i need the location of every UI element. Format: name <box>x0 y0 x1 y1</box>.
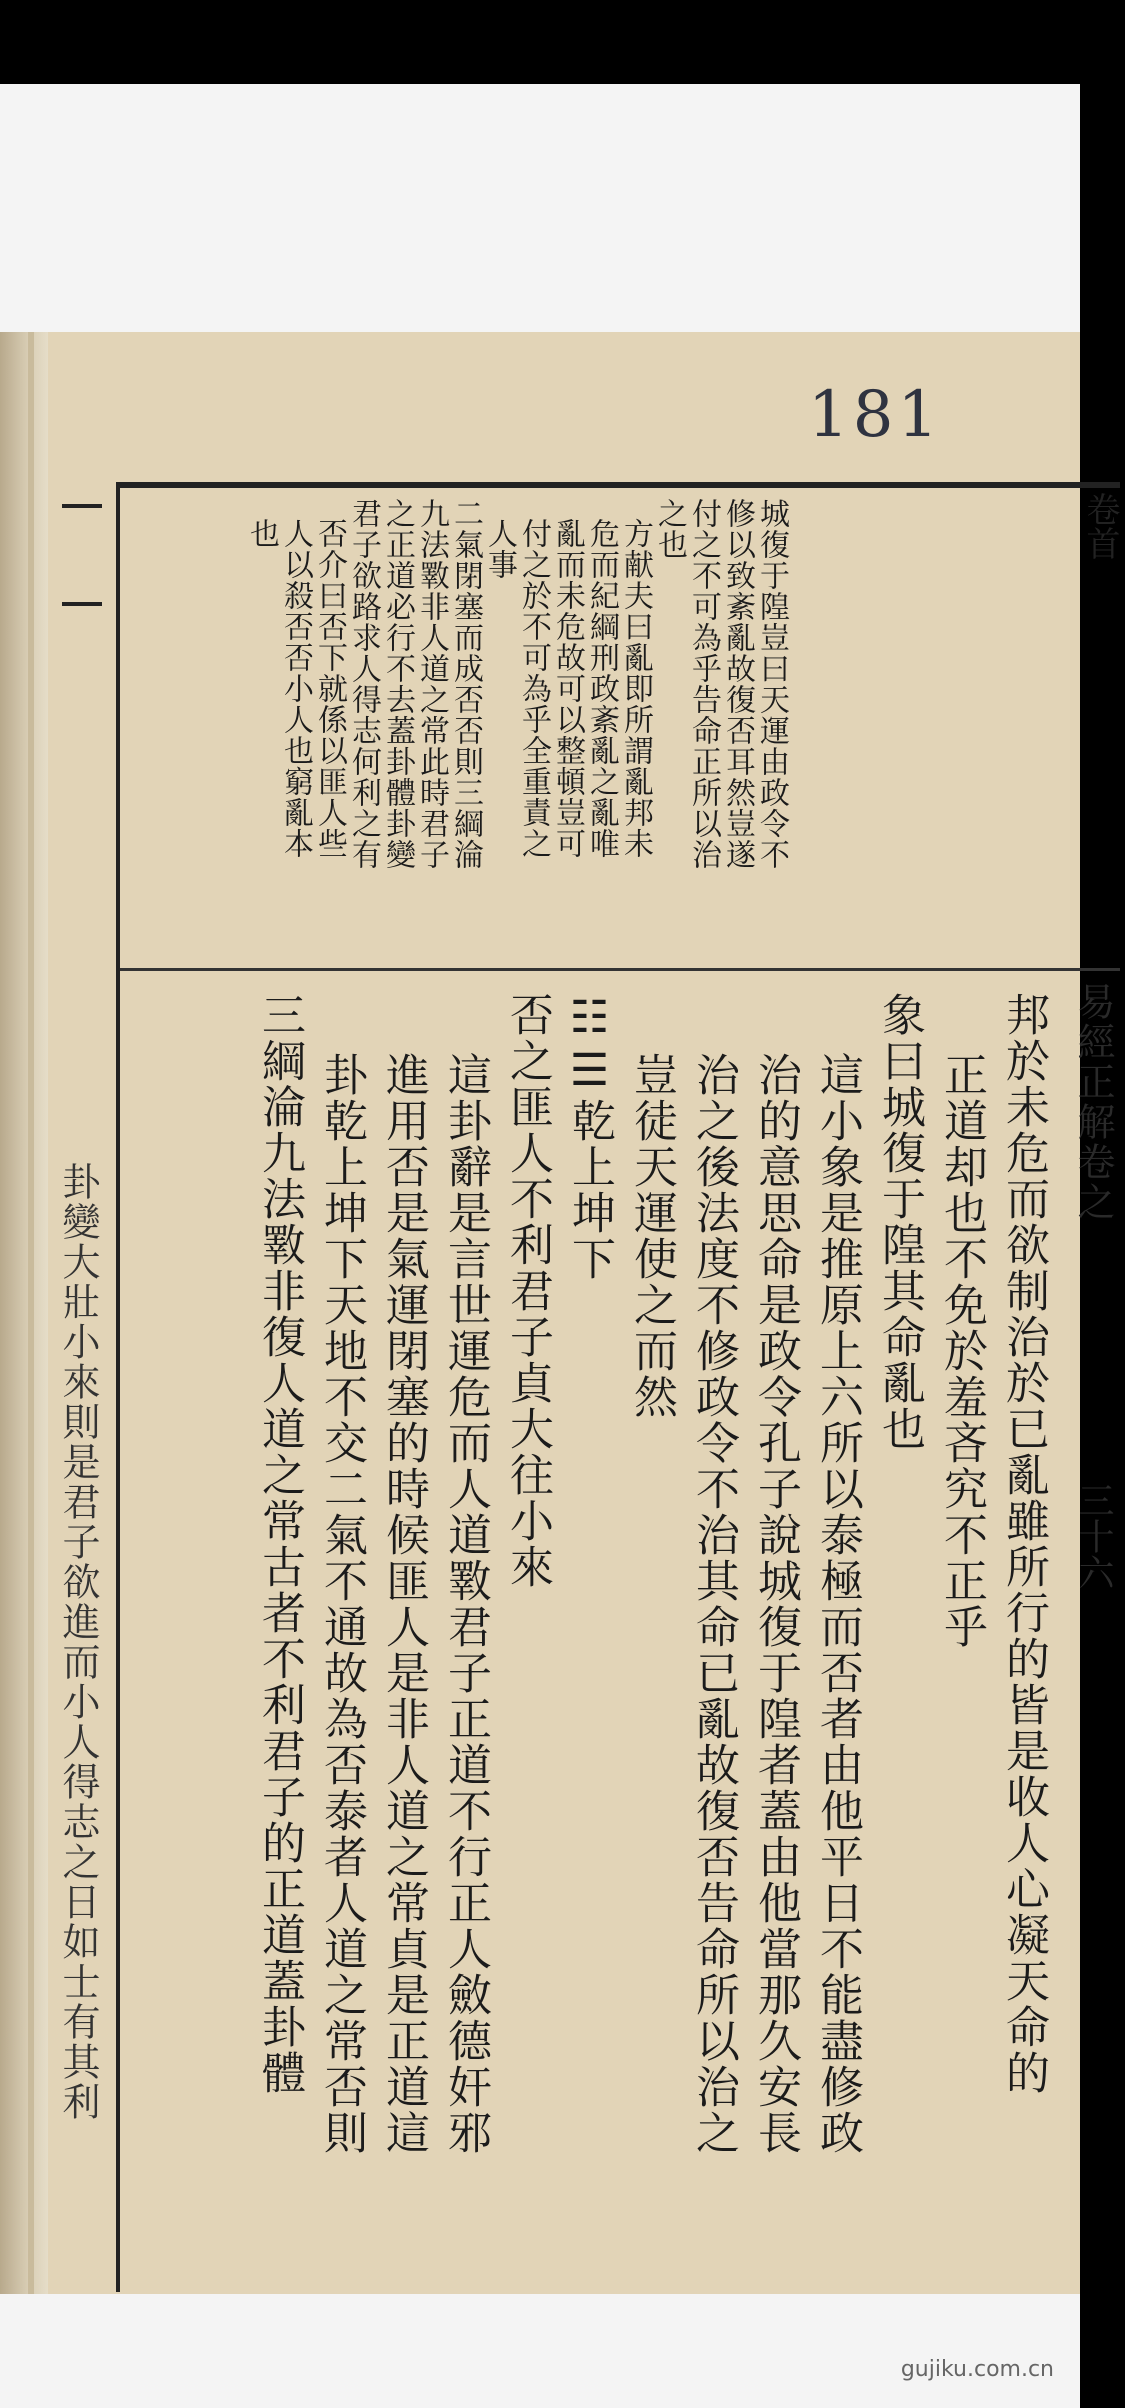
image-viewer[interactable] <box>0 84 1120 2408</box>
upper-column: 危而紀綱刑政紊亂之亂唯 <box>584 518 619 859</box>
lower-column: 豈徒天運使之而然 <box>626 1052 677 1420</box>
lower-column: 否之匪人不利君子貞大往小來 <box>502 992 553 1590</box>
upper-column: 亂而未危故可以整頓豈可 <box>550 518 585 859</box>
upper-column: 方献夫曰亂即所謂亂邦未 <box>618 518 653 859</box>
upper-column: 否介曰否下就係以匪人些 <box>312 518 347 859</box>
lower-column: 卦乾上坤下天地不交二氣不通故為否泰者人道之常否則 <box>316 1052 367 2156</box>
upper-section-mark: 卷首 <box>1080 492 1120 560</box>
scanned-page[interactable] <box>0 332 1120 2294</box>
banxin-center-column <box>48 482 118 2294</box>
handwritten-page-number: 181 <box>808 378 943 452</box>
upper-column: 之也 <box>652 498 687 560</box>
lower-column: 治的意思命是政令孔子說城復于隍者蓋由他當那久安長 <box>750 1052 801 2156</box>
status-bar <box>0 0 1080 84</box>
upper-column: 也 <box>244 518 279 549</box>
banxin-title: 卦變大壯小來則是君子欲進而小人得志之日如士有其利 <box>56 1162 100 2122</box>
lower-column: 治之後法度不修政令不治其命已亂故復否告命所以治之 <box>688 1052 739 2156</box>
section-divider-line <box>120 968 1120 971</box>
lower-column hexagram-header: ☷☰乾上坤下 <box>564 992 615 1282</box>
page-leaf <box>48 332 1120 2294</box>
lower-column: 三綱淪九法斁非復人道之常古者不利君子的正道蓋卦體 <box>254 992 305 2096</box>
upper-column: 付之於不可為乎全重責之 <box>516 518 551 859</box>
lower-column: 邦於未危而欲制治於已亂雖所行的皆是收人心凝天命的 <box>998 992 1049 2096</box>
upper-column: 二氣閉塞而成否否則三綱淪 <box>448 498 483 870</box>
upper-column: 付之不可為乎告命正所以治 <box>686 498 721 870</box>
frame-top-line <box>120 482 1120 488</box>
lower-column: 正道却也不免於羞吝究不正乎 <box>936 1052 987 1650</box>
upper-column: 九法斁非人道之常此時君子 <box>414 498 449 870</box>
upper-column: 城復于隍豈曰天運由政令不 <box>754 498 789 870</box>
upper-column: 君子欲路求人得志何利之有 <box>346 498 381 870</box>
upper-column: 之正道必行不去蓋卦體卦變 <box>380 498 415 870</box>
folio-number: 三十六 <box>1073 1482 1114 1590</box>
upper-column: 修以致紊亂故復否耳然豈遂 <box>720 498 755 870</box>
gutter-edge <box>28 332 34 2294</box>
lower-column: 象曰城復于隍其命亂也 <box>874 992 925 1452</box>
lower-column: 這卦辭是言世運危而人道斁君子正道不行正人斂德奸邪 <box>440 1052 491 2156</box>
fishtail-mark-icon <box>62 504 102 606</box>
site-watermark: gujiku.com.cn <box>900 2357 1054 2382</box>
upper-column: 人以殺否否小人也窮亂本 <box>278 518 313 859</box>
lower-section-header: 易經正解卷之 <box>1071 982 1115 1222</box>
lower-column: 進用否是氣運閉塞的時候匪人是非人道之常貞是正道這 <box>378 1052 429 2156</box>
upper-column: 人事 <box>482 518 517 580</box>
lower-column: 這小象是推原上六所以泰極而否者由他平日不能盡修政 <box>812 1052 863 2156</box>
